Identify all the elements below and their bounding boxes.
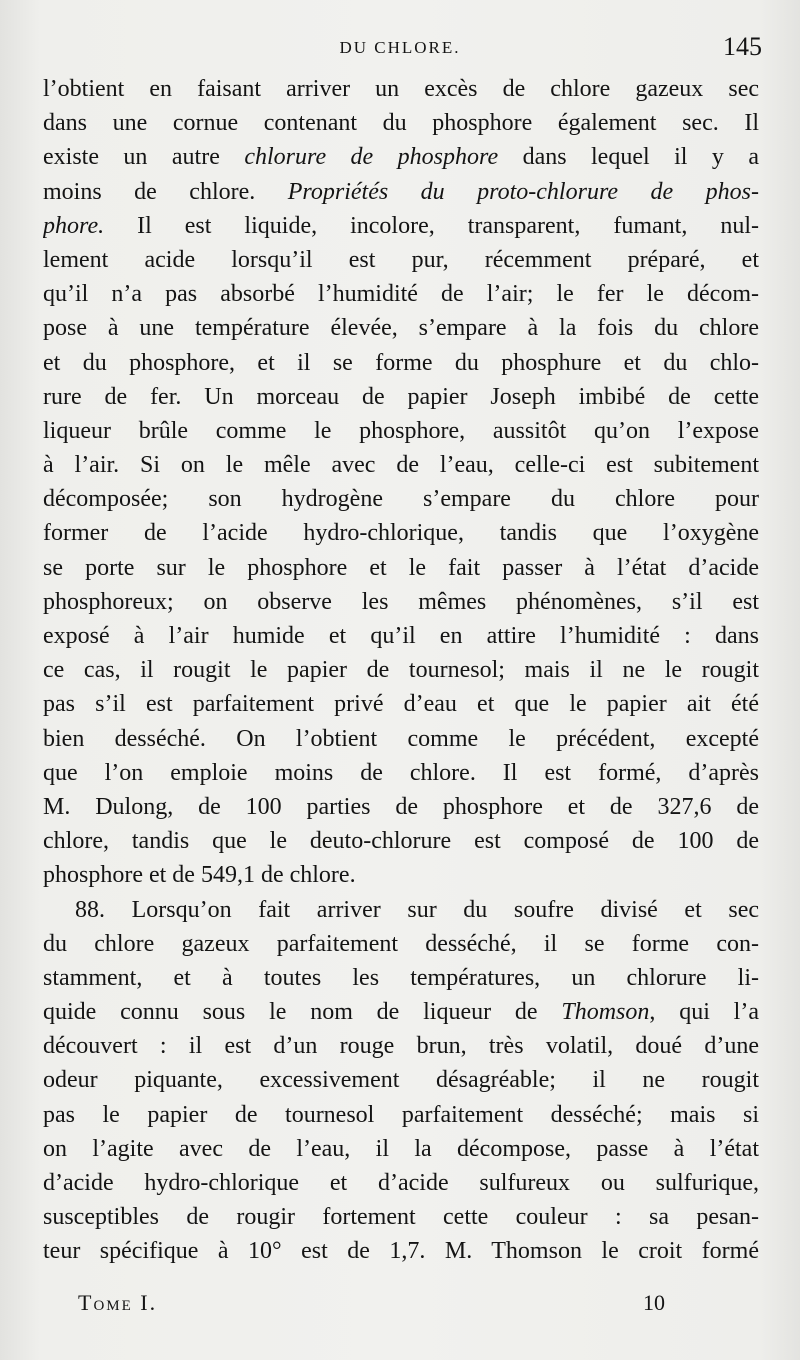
text-line: pose à une température élevée, s’empare à la fois du chlore — [43, 315, 759, 342]
text-line: susceptibles de rougir fortement cette couleur : sa pesan- — [43, 1204, 759, 1231]
text-line: se porte sur le phosphore et le fait passer à l’état d’acide — [43, 554, 759, 581]
body-text — [43, 72, 759, 1269]
page-footer — [0, 1286, 800, 1326]
text-line: pas le papier de tournesol parfaitement desséché; mais si — [43, 1101, 759, 1128]
text-line: stamment, et à toutes les températures, un chlorure li- — [43, 964, 759, 991]
text-line: qu’il n’a pas absorbé l’humidité de l’air; le fer le décom- — [43, 281, 759, 308]
text-line: M. Dulong, de 100 parties de phosphore et de 327,6 de — [43, 793, 759, 820]
text-line: exposé à l’air humide et qu’il en attire l’humidité : dans — [43, 623, 759, 649]
text-line: à l’air. Si on le mêle avec de l’eau, celle-ci est subitement — [43, 452, 759, 479]
text-line: quide connu sous le nom de liqueur de Thomson, qui l’a — [43, 999, 759, 1026]
text-line: et du phosphore, et il se forme du phosphure et du chlo- — [43, 349, 759, 376]
text-line: liqueur brûle comme le phosphore, aussitôt qu’on l’expose — [43, 417, 759, 444]
text-line: on l’agite avec de l’eau, il la décompose, passe à l’état — [43, 1135, 759, 1162]
text-line: pas s’il est parfaitement privé d’eau et que le papier ait été — [43, 691, 759, 718]
text-line: découvert : il est d’un rouge brun, très volatil, doué d’une — [43, 1033, 759, 1060]
text-line: phore. Il est liquide, incolore, transparent, fumant, nul- — [43, 212, 759, 239]
text-line: 88. Lorsqu’on fait arriver sur du soufre divisé et sec — [75, 896, 759, 923]
page-header — [0, 32, 800, 72]
text-line: l’obtient en faisant arriver un excès de chlore gazeux sec — [43, 76, 759, 102]
text-line: bien desséché. On l’obtient comme le précédent, excepté — [43, 725, 759, 752]
text-line: teur spécifique à 10° est de 1,7. M. Thomson le croit formé — [43, 1238, 759, 1265]
text-line: du chlore gazeux parfaitement desséché, il se forme con- — [43, 930, 759, 957]
italic-phrase: Thomson — [561, 999, 650, 1026]
text-line: former de l’acide hydro-chlorique, tandis que l’oxygène — [43, 520, 759, 547]
text-line: existe un autre chlorure de phosphore dans lequel il y a — [43, 144, 759, 171]
signature-mark: Tome I. — [78, 1290, 158, 1315]
text-line: phosphoreux; on observe les mêmes phénomènes, s’il est — [43, 588, 759, 615]
text-line: rure de fer. Un morceau de papier Joseph imbibé de cette — [43, 383, 759, 410]
text-line: odeur piquante, excessivement désagréable; il ne rougit — [43, 1067, 759, 1094]
page-number: 145 — [723, 32, 762, 61]
italic-phrase: phore. — [43, 212, 105, 239]
text-line: d’acide hydro-chlorique et d’acide sulfureux ou sulfurique, — [43, 1170, 759, 1196]
italic-phrase: Propriétés du proto-chlorure de phos- — [287, 178, 759, 205]
italic-phrase: chlorure de phosphore — [244, 144, 499, 171]
text-line: chlore, tandis que le deuto-chlorure est composé de 100 de — [43, 828, 759, 855]
running-head: DU CHLORE. — [339, 38, 461, 57]
signature-number: 10 — [643, 1290, 665, 1315]
text-line: que l’on emploie moins de chlore. Il est formé, d’après — [43, 759, 759, 786]
text-line: phosphore et de 549,1 de chlore. — [43, 862, 356, 889]
text-line: ce cas, il rougit le papier de tournesol; mais il ne le rougit — [43, 657, 759, 684]
text-line: moins de chlore. Propriétés du proto-chlorure de phos- — [43, 178, 759, 205]
text-line: dans une cornue contenant du phosphore également sec. Il — [43, 110, 759, 137]
text-line: lement acide lorsqu’il est pur, récemment préparé, et — [43, 246, 759, 273]
text-line: décomposée; son hydrogène s’empare du chlore pour — [43, 486, 759, 513]
